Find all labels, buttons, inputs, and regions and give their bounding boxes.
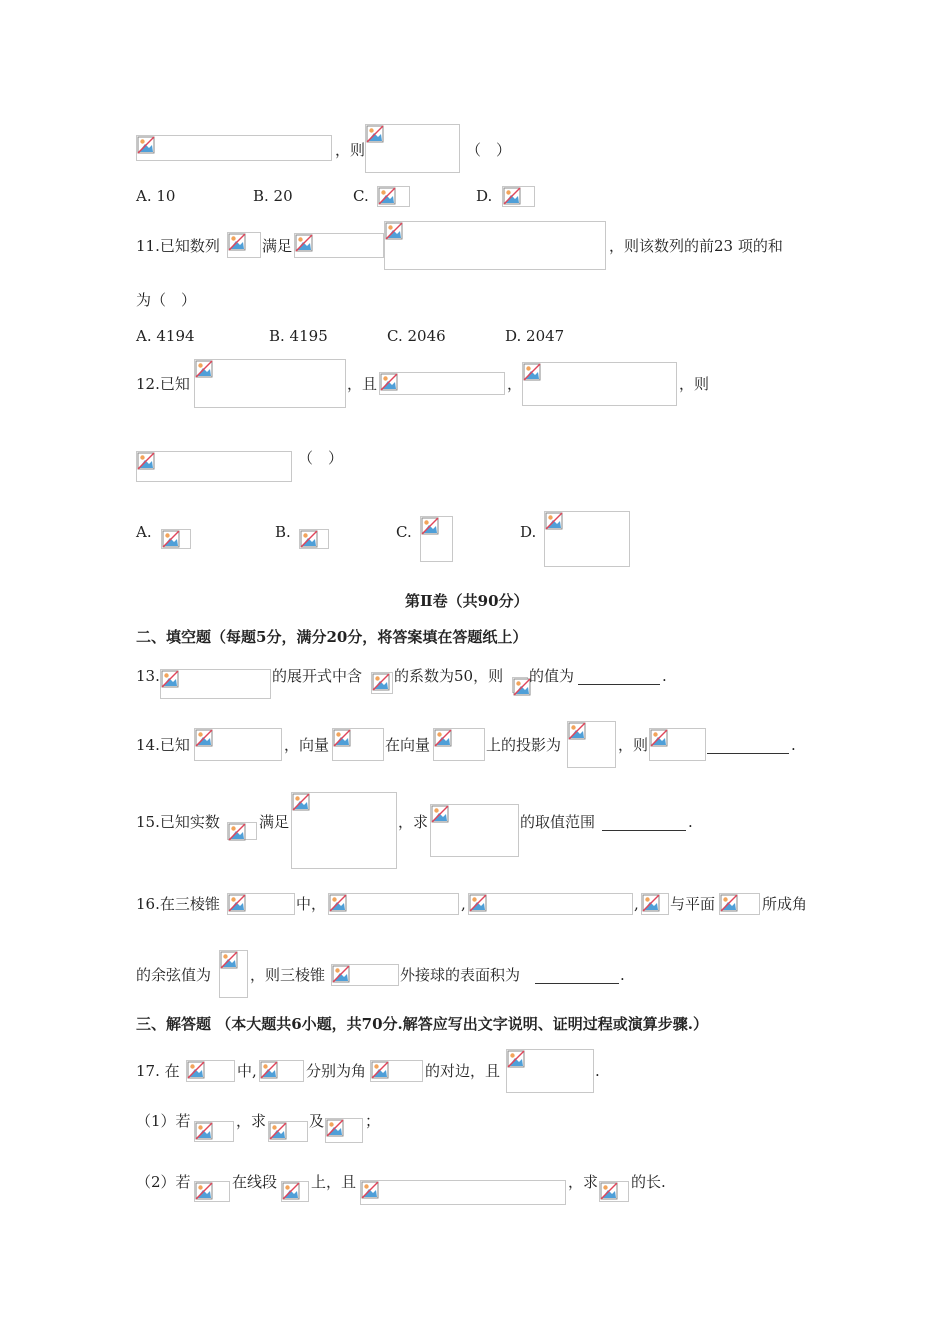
broken-image-icon xyxy=(260,1061,279,1080)
formula-image xyxy=(136,451,292,482)
formula-image xyxy=(291,792,397,869)
q17-part1: ，求 xyxy=(236,1112,267,1130)
q15-text: 15.已知实数 xyxy=(136,813,220,831)
section-heading: 二、填空题（每题5分，满分20分，将答案填在答题纸上） xyxy=(136,628,528,646)
q17-part2: 的长. xyxy=(631,1173,666,1191)
formula-image xyxy=(371,672,393,694)
broken-image-icon xyxy=(545,512,564,531)
option-c: C. xyxy=(396,523,412,541)
broken-image-icon xyxy=(137,136,156,155)
q13-text: 的系数为50，则 xyxy=(394,667,504,685)
q10-paren: （ ） xyxy=(466,141,512,159)
q15-end: . xyxy=(688,813,693,831)
broken-image-icon xyxy=(228,233,247,252)
broken-image-icon xyxy=(361,1181,380,1200)
q17-part2: ，求 xyxy=(568,1173,599,1191)
q17-part2: 在线段 xyxy=(232,1173,278,1191)
broken-image-icon xyxy=(469,894,488,913)
formula-image xyxy=(160,669,271,699)
formula-image xyxy=(219,950,248,998)
q16-text: 与平面 xyxy=(670,895,716,913)
q14-text: ，向量 xyxy=(284,736,330,754)
formula-image xyxy=(420,516,453,562)
broken-image-icon xyxy=(187,1061,206,1080)
q12-text: ， xyxy=(507,375,523,393)
broken-image-icon xyxy=(195,1122,214,1141)
q17-part2: （2）若 xyxy=(136,1173,191,1191)
formula-image xyxy=(365,124,460,173)
option-a: A. 4194 xyxy=(136,327,195,345)
formula-image xyxy=(299,529,329,549)
q14-end: . xyxy=(791,736,796,754)
formula-image xyxy=(194,359,346,408)
broken-image-icon xyxy=(333,729,352,748)
answer-blank xyxy=(578,683,660,685)
q17-part1: （1）若 xyxy=(136,1112,191,1130)
broken-image-icon xyxy=(162,530,181,549)
broken-image-icon xyxy=(568,722,587,741)
q17-text: 的对边，且 xyxy=(425,1062,501,1080)
formula-image xyxy=(599,1181,629,1202)
formula-image xyxy=(512,677,528,693)
answer-blank xyxy=(535,982,619,984)
formula-image xyxy=(502,186,535,207)
q12-text: ，则 xyxy=(679,375,710,393)
q17-text: 17. 在 xyxy=(136,1062,180,1080)
option-c: C. 2046 xyxy=(387,327,446,345)
broken-image-icon xyxy=(220,951,239,970)
option-d: D. xyxy=(520,523,537,541)
q10-text: ，则 xyxy=(335,141,366,159)
formula-image xyxy=(641,893,669,915)
q16-text: 所成角 xyxy=(762,895,808,913)
broken-image-icon xyxy=(195,729,214,748)
formula-image xyxy=(719,893,760,915)
q11-text: 满足 xyxy=(262,237,293,255)
broken-image-icon xyxy=(650,729,669,748)
q11-text: ，则该数列的前23 项的和 xyxy=(609,237,783,255)
formula-image xyxy=(360,1180,566,1205)
option-c: C. xyxy=(353,187,369,205)
formula-image xyxy=(506,1049,594,1093)
formula-image xyxy=(430,804,519,857)
broken-image-icon xyxy=(642,894,661,913)
q12-paren: （ ） xyxy=(298,449,344,467)
q11-text: 为（ ） xyxy=(136,291,197,309)
broken-image-icon xyxy=(228,823,247,842)
broken-image-icon xyxy=(371,1061,390,1080)
option-b: B. 20 xyxy=(253,187,293,205)
formula-image xyxy=(468,893,633,915)
option-a: A. xyxy=(136,523,152,541)
q16-text: ，则三棱锥 xyxy=(250,966,326,984)
formula-image xyxy=(259,1060,304,1082)
formula-image xyxy=(227,232,261,258)
q16-text: 中， xyxy=(296,895,327,913)
broken-image-icon xyxy=(195,1182,214,1201)
formula-image xyxy=(377,186,410,207)
q14-text: 上的投影为 xyxy=(486,736,562,754)
formula-image xyxy=(544,511,630,567)
broken-image-icon xyxy=(434,729,453,748)
q15-text: 满足 xyxy=(259,813,290,831)
q16-end: . xyxy=(620,966,625,984)
broken-image-icon xyxy=(161,670,180,689)
broken-image-icon xyxy=(507,1050,526,1069)
answer-blank xyxy=(602,829,686,831)
q14-text: 14.已知 xyxy=(136,736,190,754)
formula-image xyxy=(268,1121,308,1142)
formula-image xyxy=(522,362,677,406)
section-heading: 三、解答题 （本大题共6小题，共70分.解答应写出文字说明、证明过程或演算步骤.） xyxy=(136,1015,708,1033)
formula-image xyxy=(194,1121,234,1142)
broken-image-icon xyxy=(137,452,156,471)
broken-image-icon xyxy=(332,965,351,984)
formula-image xyxy=(136,135,332,161)
option-b: B. 4195 xyxy=(269,327,328,345)
part-heading: 第Ⅱ卷（共90分） xyxy=(405,592,529,610)
q16-text: , xyxy=(634,895,639,913)
q12-text: ，且 xyxy=(347,375,378,393)
broken-image-icon xyxy=(380,373,399,392)
broken-image-icon xyxy=(503,187,522,206)
q17-part1: ； xyxy=(365,1112,381,1130)
q15-text: ，求 xyxy=(398,813,429,831)
formula-image xyxy=(649,728,706,761)
broken-image-icon xyxy=(523,363,542,382)
broken-image-icon xyxy=(366,125,385,144)
q17-text: 中, xyxy=(237,1062,257,1080)
q17-text: 分别为角 xyxy=(306,1062,367,1080)
option-d: D. 2047 xyxy=(505,327,565,345)
broken-image-icon xyxy=(720,894,739,913)
option-b: B. xyxy=(275,523,291,541)
q17-part2: 上，且 xyxy=(311,1173,357,1191)
broken-image-icon xyxy=(228,894,247,913)
formula-image xyxy=(325,1118,363,1143)
broken-image-icon xyxy=(600,1182,619,1201)
broken-image-icon xyxy=(431,805,450,824)
formula-image xyxy=(227,893,295,915)
formula-image xyxy=(567,721,616,768)
broken-image-icon xyxy=(329,894,348,913)
q16-text: 外接球的表面积为 xyxy=(400,966,521,984)
q14-text: ，则 xyxy=(618,736,649,754)
q13-text: 的值为 xyxy=(529,667,575,685)
broken-image-icon xyxy=(372,673,391,692)
q12-text: 12.已知 xyxy=(136,375,190,393)
broken-image-icon xyxy=(295,234,314,253)
q13-text: 的展开式中含 xyxy=(272,667,363,685)
formula-image xyxy=(332,728,384,761)
broken-image-icon xyxy=(385,222,404,241)
formula-image xyxy=(370,1060,423,1082)
q16-text: , xyxy=(461,895,466,913)
formula-image xyxy=(331,964,399,986)
formula-image xyxy=(433,728,485,761)
formula-image xyxy=(384,221,606,270)
q16-text: 的余弦值为 xyxy=(136,966,212,984)
formula-image xyxy=(281,1181,309,1202)
answer-blank xyxy=(707,752,789,754)
formula-image xyxy=(194,728,282,761)
formula-image xyxy=(194,1181,230,1202)
option-a: A. 10 xyxy=(136,187,176,205)
broken-image-icon xyxy=(378,187,397,206)
formula-image xyxy=(379,372,505,395)
formula-image xyxy=(227,822,257,840)
broken-image-icon xyxy=(421,517,440,536)
formula-image xyxy=(186,1060,235,1082)
formula-image xyxy=(161,529,191,549)
broken-image-icon xyxy=(195,360,214,379)
q14-text: 在向量 xyxy=(385,736,431,754)
broken-image-icon xyxy=(282,1182,301,1201)
q13-end: . xyxy=(662,667,667,685)
q17-end: . xyxy=(595,1062,600,1080)
formula-image xyxy=(294,233,384,258)
formula-image xyxy=(328,893,459,915)
broken-image-icon xyxy=(300,530,319,549)
q11-text: 11.已知数列 xyxy=(136,237,220,255)
q15-text: 的取值范围 xyxy=(520,813,596,831)
q16-text: 16.在三棱锥 xyxy=(136,895,220,913)
broken-image-icon xyxy=(326,1119,345,1138)
broken-image-icon xyxy=(292,793,311,812)
q13-text: 13. xyxy=(136,667,160,685)
q17-part1: 及 xyxy=(309,1112,325,1130)
option-d: D. xyxy=(476,187,493,205)
broken-image-icon xyxy=(269,1122,288,1141)
